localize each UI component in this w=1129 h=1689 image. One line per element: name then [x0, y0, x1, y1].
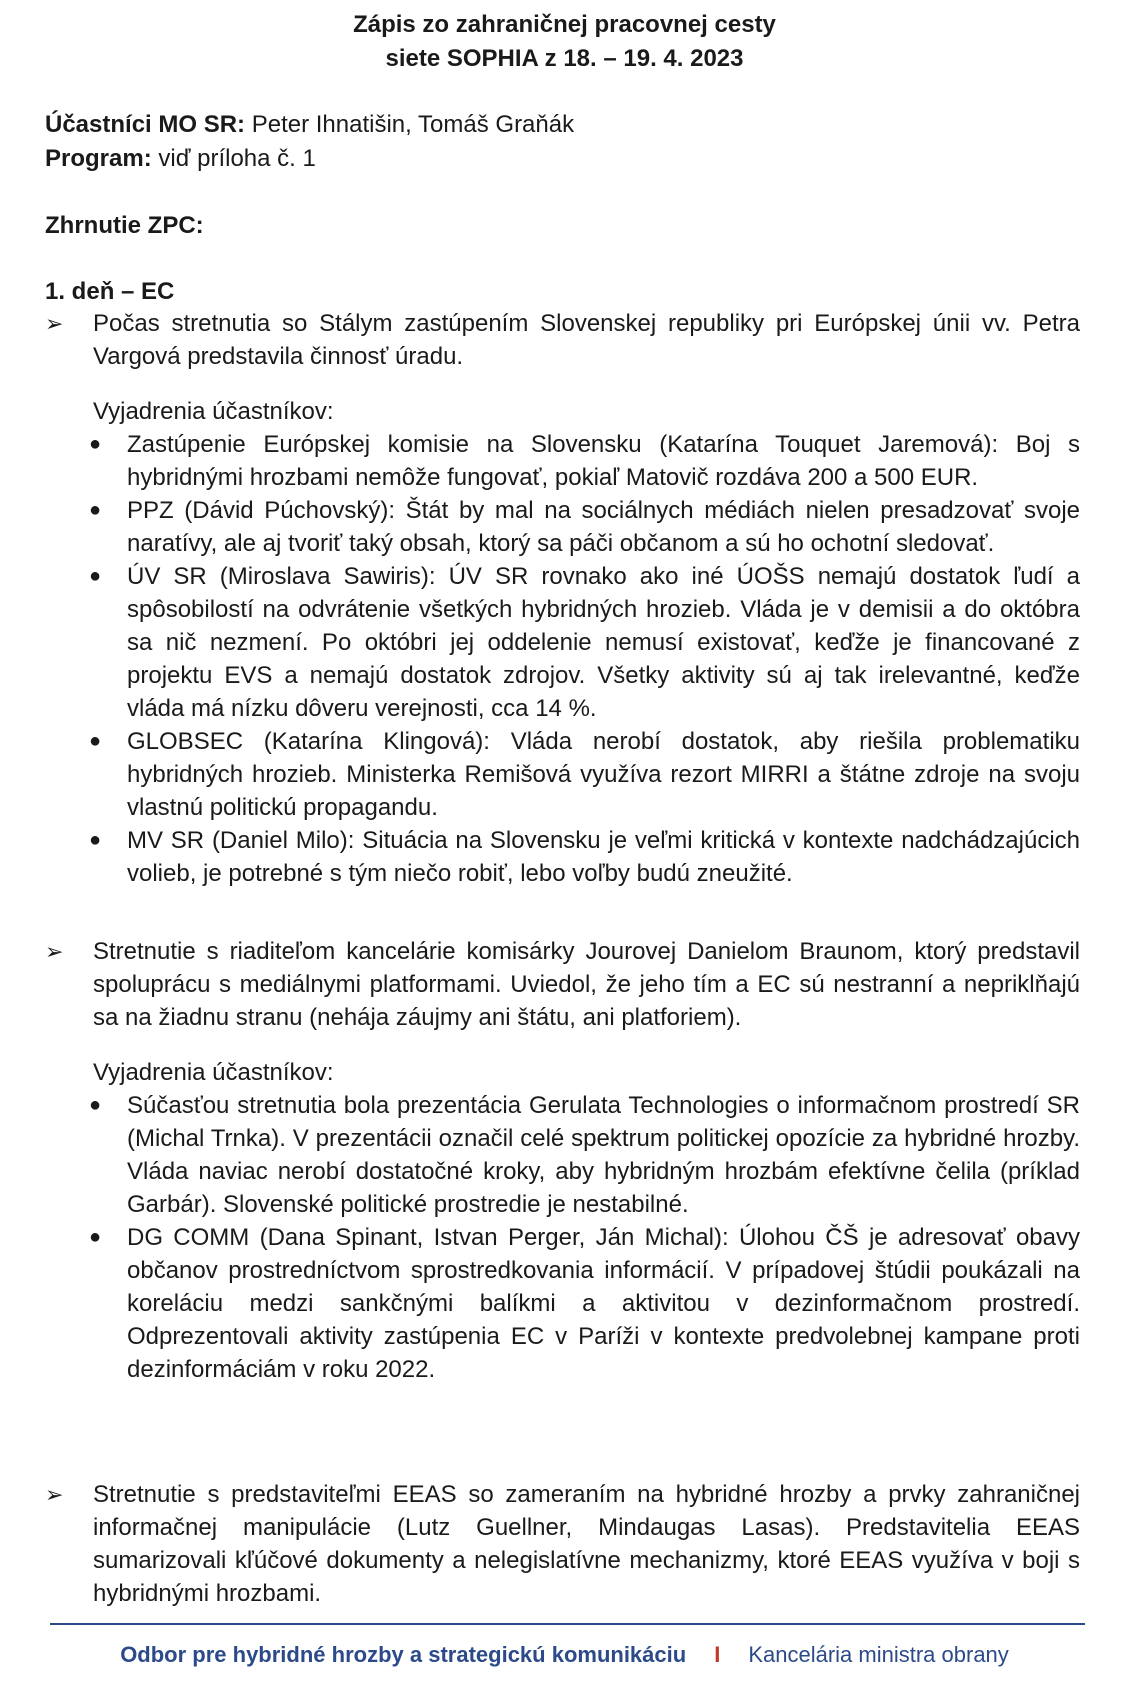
document-title — [0, 0, 1129, 76]
list-item: ● DG COMM (Dana Spinant, Istvan Perger, Ján Michal): Úlohou ČŠ je adresovať obavy občanov prostredníctvom sprostredkovania informácií. V prípadovej štúdii poukázali na koreláciu medzi sankčnými balíkmi a aktivitou v dezinformačnom prostredí. Odprezentovali aktivity zastúpenia EC v Paríži v kontexte predvolebnej kampane proti dezinformáciám v roku 2022. — [45, 1221, 1080, 1386]
bullet-dot-icon: ● — [89, 499, 102, 521]
arrow-bullet-icon: ➢ — [45, 939, 64, 964]
bullet-list — [45, 1089, 1080, 1386]
section-3 — [45, 1478, 1080, 1610]
arrow-bullet-icon: ➢ — [45, 311, 64, 336]
program-value: viď príloha č. 1 — [158, 145, 316, 172]
bullet-dot-icon: ● — [89, 1226, 102, 1248]
day-heading: 1. deň – EC — [45, 278, 175, 305]
section-1 — [45, 307, 1080, 890]
list-item: ● MV SR (Daniel Milo): Situácia na Slovensku je veľmi kritická v kontexte nadchádzajúcich volieb, je potrebné s tým niečo robiť, lebo voľby budú zneužité. — [45, 824, 1080, 890]
sub-heading: Vyjadrenia účastníkov: — [93, 1059, 334, 1086]
program-row — [45, 142, 574, 176]
participants-value: Peter Ihnatišin, Tomáš Graňák — [251, 111, 575, 138]
bullet-dot-icon: ● — [89, 565, 102, 587]
footer-divider — [50, 1623, 1085, 1625]
bullet-dot-icon: ● — [89, 829, 102, 851]
list-item: ● ÚV SR (Miroslava Sawiris): ÚV SR rovnako ako iné ÚOŠS nemajú dostatok ľudí a spôsobilostí na odvrátenie všetkých hybridných hrozieb. Vláda je v demisii a do októbra sa nič nezmení. Po októbri jej oddelenie nemusí existovať, keďže je financované z projektu EVS a nemajú dostatok zdrojov. Všetky aktivity sú aj tak irelevantné, keďže vláda má nízku dôveru verejnosti, cca 14 %. — [45, 560, 1080, 725]
footer — [0, 1642, 1129, 1668]
section-text: Stretnutie s predstaviteľmi EEAS so zameraním na hybridné hrozby a prvky zahraničnej informačnej manipulácie (Lutz Guellner, Mindaugas Lasas). Predstavitelia EEAS sumarizovali kľúčové dokumenty a nelegislatívne mechanizmy, ktoré EEAS využíva v boji s hybridnými hrozbami. — [93, 1481, 1080, 1607]
program-label: Program: — [45, 145, 152, 172]
section-2 — [45, 935, 1080, 1386]
sub-heading: Vyjadrenia účastníkov: — [93, 398, 334, 425]
summary-heading: Zhrnutie ZPC: — [45, 212, 204, 239]
footer-office: Kancelária ministra obrany — [748, 1642, 1009, 1667]
bullet-dot-icon: ● — [89, 1094, 102, 1116]
bullet-list — [45, 428, 1080, 890]
participants-label: Účastníci MO SR: — [45, 111, 246, 138]
participants-row — [45, 108, 574, 142]
list-item: ● GLOBSEC (Katarína Klingová): Vláda nerobí dostatok, aby riešila problematiku hybridných hrozieb. Ministerka Remišová využíva rezort MIRRI a štátne zdroje na svoju vlastnú politickú propagandu. — [45, 725, 1080, 824]
list-item: ● Zastúpenie Európskej komisie na Slovensku (Katarína Touquet Jaremová): Boj s hybridnými hrozbami nemôže fungovať, pokiaľ Matovič rozdáva 200 a 500 EUR. — [45, 428, 1080, 494]
list-item: ● Súčasťou stretnutia bola prezentácia Gerulata Technologies o informačnom prostredí SR (Michal Trnka). V prezentácii označil celé spektrum politickej opozície za hybridné hrozby. Vláda naviac nerobí dostatočné kroky, aby hybridným hrozbám efektívne čelila (príklad Garbár). Slovenské politické prostredie je nestabilné. — [45, 1089, 1080, 1221]
arrow-bullet-icon: ➢ — [45, 1482, 64, 1507]
meta-block — [45, 108, 574, 176]
list-item: ● PPZ (Dávid Púchovský): Štát by mal na sociálnych médiách nielen presadzovať svoje naratívy, ale aj tvoriť taký obsah, ktorý sa páči občanom a sú ho ochotní sledovať. — [45, 494, 1080, 560]
title-line-1: Zápis zo zahraničnej pracovnej cesty — [353, 11, 776, 38]
section-text: Počas stretnutia so Stálym zastúpením Slovenskej republiky pri Európskej únii vv. Petra Vargová predstavila činnosť úradu. — [93, 310, 1080, 370]
title-line-2: siete SOPHIA z 18. – 19. 4. 2023 — [385, 45, 744, 72]
section-text: Stretnutie s riaditeľom kancelárie komisárky Jourovej Danielom Braunom, ktorý predstavil spoluprácu s mediálnymi platformami. Uviedol, že jeho tím a EC sú nestranní a nepriklňajú sa na žiadnu stranu (nehája záujmy ani štátu, ani platforiem). — [93, 938, 1080, 1031]
footer-separator: I — [714, 1642, 721, 1667]
footer-department: Odbor pre hybridné hrozby a strategickú komunikáciu — [120, 1642, 687, 1667]
bullet-dot-icon: ● — [89, 433, 102, 455]
bullet-dot-icon: ● — [89, 730, 102, 752]
